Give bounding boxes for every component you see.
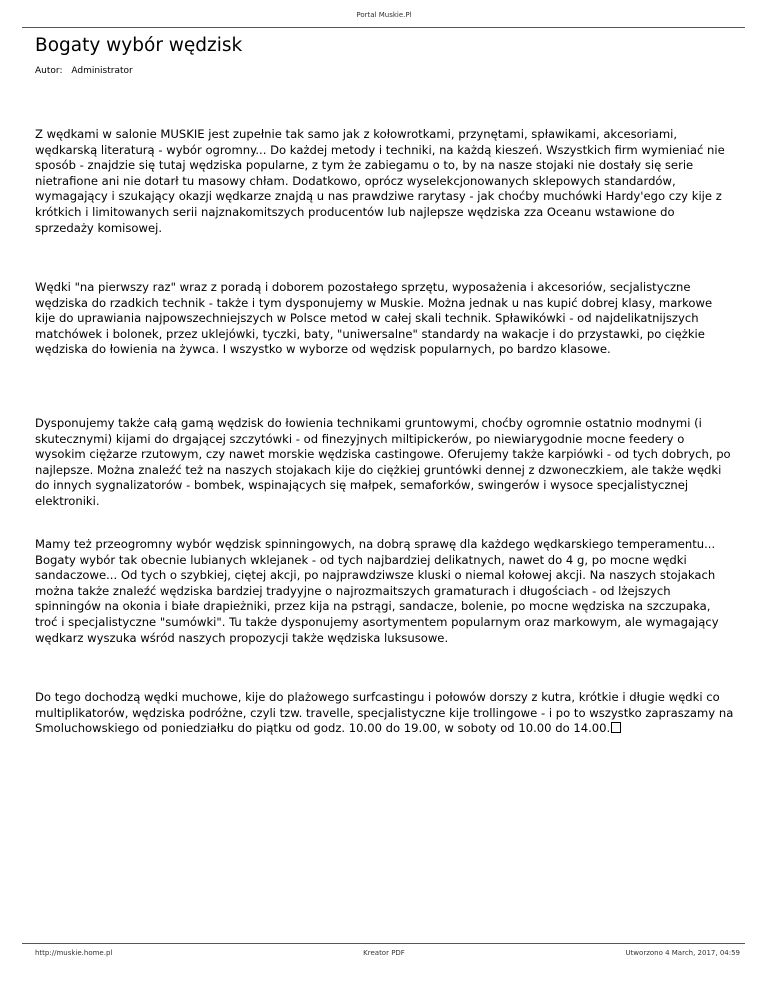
- article-title: Bogaty wybór wędzisk: [35, 35, 243, 56]
- article-paragraph-5-text: Do tego dochodzą wędki muchowe, kije do plażowego surfcastingu i połowów dorszy z kutra, krótkie i długie wędki co multiplikatorów, wędziska podróżne, czyli tzw. travelle, specjalistyczne kije trollingowe - i po to wszystko zapraszamy na Smoluchowskiego od poniedziałku do piątku od godz. 10.00 do 19.00, w soboty od 10.00 do 14.00.: [35, 690, 734, 736]
- header-divider: [22, 27, 745, 28]
- footer-generator: Kreator PDF: [363, 949, 405, 957]
- author-name: Administrator: [71, 66, 133, 76]
- footer-url[interactable]: http://muskie.home.pl: [35, 949, 113, 957]
- footer-created-date: Utworzono 4 March, 2017, 04:59: [625, 949, 740, 957]
- article-paragraph-4: Mamy też przeogromny wybór wędzisk spinningowych, na dobrą sprawę dla każdego wędkarskiego temperamentu... Bogaty wybór tak obecnie lubianych wklejanek - od tych najbardziej delikatnych, nawet do 4 g, po mocne wędki sandaczowe... Od tych o szybkiej, ciętej akcji, po najprawdziwsze kluski o niemal kołowej akcji. Na naszych stojakach można także znaleźć wędziska bardziej tradyyjne o najrozmaitszych gramaturach i długościach - od lżejszych spinningów na okonia i białe drapieżniki, przez kija na pstrągi, sandacze, bolenie, po mocne wędziska na szczupaka, troć i specjalistyczne "sumówki". Tu także dysponujemy asortymentem popularnym oraz markowym, ale wymagający wędkarz wyszuka wśród naszych propozycji także wędziska luksusowe.: [35, 537, 719, 645]
- site-header: Portal Muskie.Pl: [356, 11, 412, 19]
- article-author: [35, 66, 133, 76]
- footer-divider: [22, 943, 745, 944]
- article-paragraph-2: Wędki "na pierwszy raz" wraz z poradą i doborem pozostałego sprzętu, wyposażenia i akcesoriów, secjalistyczne wędziska do rzadkich technik - także i tym dysponujemy w Muskie. Można jednak u nas kupić dobrej klasy, markowe kije do uprawiania najpowszechniejszych w Polsce metod w całej skali technik. Spławikówki - od najdelikatnijszych matchówek i bolonek, przez uklejówki, tyczki, baty, "uniwersalne" standardy na wakacje i do przystawki, po ciężkie wędziska do łowienia na żywca. I wszystko w wyborze od wędzisk popularnych, po bardzo klasowe.: [35, 280, 713, 357]
- author-label: Autor:: [35, 66, 63, 76]
- article-paragraph-1: Z wędkami w salonie MUSKIE jest zupełnie tak samo jak z kołowrotkami, przynętami, spławikami, akcesoriami, wędkarską literaturą - wybór ogromny... Do każdej metody i techniki, na każdą kieszeń. Wszystkich firm wymieniać nie sposób - znajdzie się tutaj wędziska popularne, z tym że zabiegamu o to, by na nasze stojaki nie dostały się serie nietrafione ani nie dotarł tu masowy chłam. Dodatkowo, oprócz wyselekcjonowanych sklepowych standardów, wymagający i szukający okazji wędkarze znajdą u nas prawdziwe rarytasy - jak choćby muchówki Hardy'ego czy kije z krótkich i limitowanych serii najznakomitszych producentów lub najlepsze wędziska zza Oceanu wstawione do sprzedaży komisowej.: [35, 127, 725, 235]
- article-paragraph-5: [35, 690, 735, 737]
- missing-glyph-box-icon: [611, 722, 621, 733]
- article-paragraph-3: Dysponujemy także całą gamą wędzisk do łowienia technikami gruntowymi, choćby ogromnie ostatnio modnymi (i skutecznymi) kijami do drgającej szczytówki - od finezyjnych miltipickerów, po niewiarygodnie mocne feedery o wysokim ciężarze rzutowym, czy nawet morskie wędziska castingowe. Oferujemy także karpiówki - od tych dobrych, po najlepsze. Można znaleźć też na naszych stojakach kije do ciężkiej gruntówki dennej z dzwoneczkiem, ale także wędki do innych sygnalizatorów - bombek, wspinających się małpek, semaforków, swingerów i wysoce specjalistycznej elektroniki.: [35, 416, 731, 508]
